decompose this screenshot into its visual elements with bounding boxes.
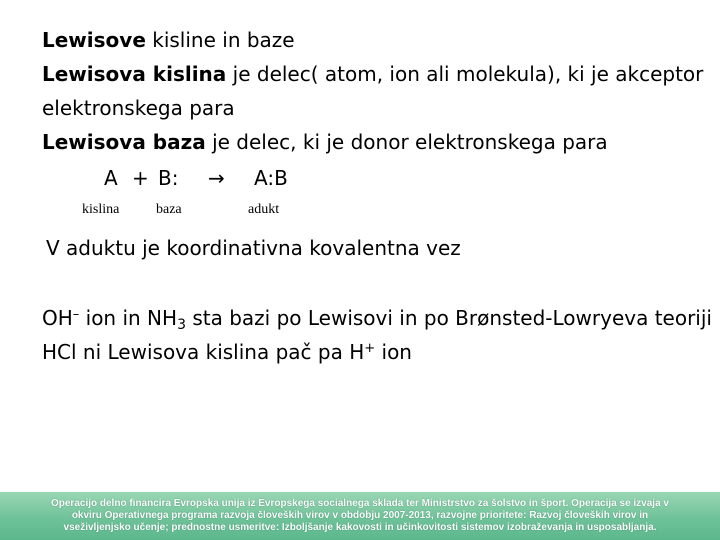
- adduct-bond-line: [46, 236, 461, 260]
- eq-plus: +: [132, 166, 149, 190]
- heading-bold: Lewisove: [42, 28, 146, 52]
- base-definition-line: [42, 130, 608, 154]
- h-charge: +: [364, 341, 376, 356]
- eq-base: B:: [158, 166, 179, 190]
- label-adduct: adukt: [248, 202, 280, 217]
- eq-arrow: →: [208, 166, 225, 190]
- acid-definition-line: [42, 62, 703, 86]
- oh-nh3-line: [42, 306, 712, 333]
- footer-line-3: vseživljenjsko učenje; prednostne usmeritve: Izboljšanje kakovosti in učinkovitosti sistemov izobraževanja in usposabljanja.: [63, 522, 657, 533]
- funding-footer: [0, 492, 720, 540]
- oh-nh3-text-a: ion in NH: [79, 306, 178, 330]
- label-acid: kislina: [82, 202, 120, 217]
- footer-line-1: Operacijo delno financira Evropska unija iz Evropskega socialnega sklada ter Ministrstvo za šolstvo in šport. Operacija se izvaja v: [50, 498, 669, 509]
- heading-line: [42, 28, 295, 52]
- hcl-text-end: ion: [375, 340, 412, 364]
- nh3-subscript: 3: [177, 317, 186, 333]
- acid-definition-cont-text: elektronskega para: [42, 96, 235, 120]
- acid-definition: je delec( atom, ion ali molekula), ki je akceptor: [226, 62, 704, 86]
- acid-definition-cont: [42, 96, 235, 120]
- heading-rest: kisline in baze: [145, 28, 295, 52]
- hcl-text: HCl ni Lewisova kislina pač pa H: [42, 340, 365, 364]
- acid-term: Lewisova kislina: [42, 62, 227, 86]
- oh-text: OH: [42, 306, 73, 330]
- base-term: Lewisova baza: [42, 130, 206, 154]
- base-definition: je delec, ki je donor elektronskega para: [205, 130, 608, 154]
- footer-line-2: okviru Operativnega programa razvoja človeških virov v obdobju 2007-2013, razvojne prioritete: Razvoj človeških virov in: [71, 510, 649, 521]
- eq-acid: A: [104, 166, 118, 190]
- oh-nh3-text-b: sta bazi po Lewisovi in po Brønsted-Lowryeva teoriji: [185, 306, 712, 330]
- adduct-bond-text: V aduktu je koordinativna kovalentna vez: [46, 236, 461, 260]
- oh-charge: –: [72, 307, 80, 322]
- hcl-line: [42, 340, 412, 364]
- label-base: baza: [156, 202, 182, 217]
- eq-adduct: A:B: [254, 166, 288, 190]
